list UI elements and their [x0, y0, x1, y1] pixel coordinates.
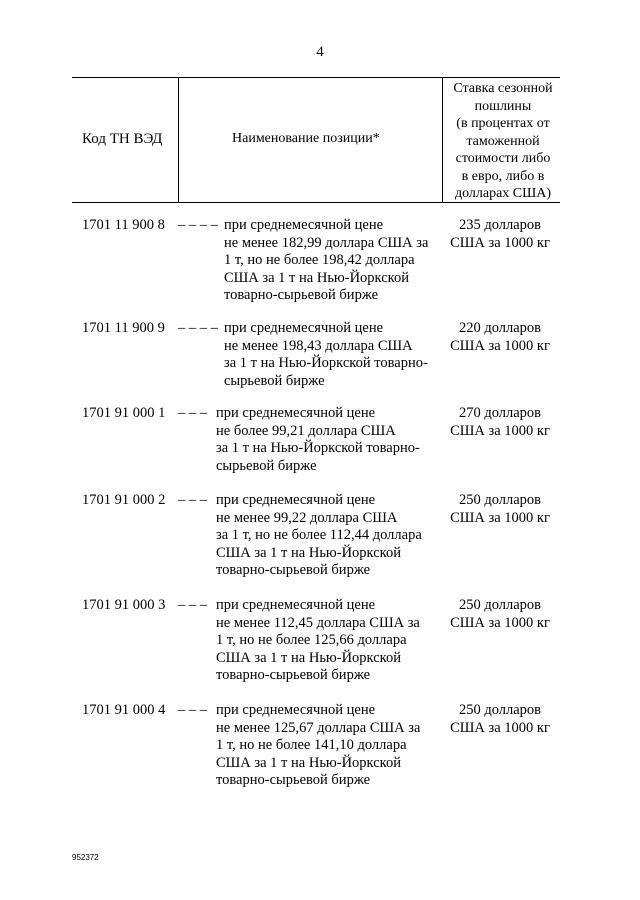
row-description: при среднемесячной цене не более 99,21 доллара США за 1 т на Нью-Йоркской товарно- сырьевой бирже: [216, 405, 420, 474]
row-code: 1701 91 000 2: [82, 492, 166, 508]
document-code: 952372: [72, 853, 99, 862]
row-code: 1701 11 900 9: [82, 320, 165, 336]
row-code: 1701 91 000 3: [82, 597, 166, 613]
page-number: 4: [316, 44, 324, 60]
row-rate: 250 долларов США за 1000 кг: [450, 492, 550, 526]
row-rate: 250 долларов США за 1000 кг: [450, 702, 550, 736]
row-dash: – – –: [178, 597, 207, 613]
row-rate: 270 долларов США за 1000 кг: [450, 405, 550, 439]
row-rate: 250 долларов США за 1000 кг: [450, 597, 550, 631]
row-description: при среднемесячной цене не менее 99,22 доллара США за 1 т, но не более 112,44 доллара США за 1 т на Нью-Йоркской товарно-сырьевой бирже: [216, 492, 422, 578]
row-description: при среднемесячной цене не менее 112,45 доллара США за 1 т, но не более 125,66 доллара США за 1 т на Нью-Йоркской товарно-сырьевой бирже: [216, 597, 420, 683]
header-name: Наименование позиции*: [232, 131, 380, 146]
row-description: при среднемесячной цене не менее 125,67 доллара США за 1 т, но не более 141,10 доллара США за 1 т на Нью-Йоркской товарно-сырьевой бирже: [216, 702, 421, 788]
row-rate: 220 долларов США за 1000 кг: [450, 320, 550, 354]
row-code: 1701 91 000 1: [82, 405, 166, 421]
row-code: 1701 91 000 4: [82, 702, 166, 718]
row-description: при среднемесячной цене не менее 182,99 доллара США за 1 т, но не более 198,42 доллара США за 1 т на Нью-Йоркской товарно-сырьевой бирже: [224, 217, 429, 303]
row-dash: – – –: [178, 405, 207, 421]
row-code: 1701 11 900 8: [82, 217, 165, 233]
row-description: при среднемесячной цене не менее 198,43 доллара США за 1 т на Нью-Йоркской товарно- сырьевой бирже: [224, 320, 428, 389]
header-code: Код ТН ВЭД: [82, 131, 163, 147]
row-dash: – – – –: [178, 320, 218, 336]
row-rate: 235 долларов США за 1000 кг: [450, 217, 550, 251]
row-dash: – – – –: [178, 217, 218, 233]
header-rate: Ставка сезонной пошлины (в процентах от таможенной стоимости либо в евро, либо в долларах США): [453, 81, 553, 201]
row-dash: – – –: [178, 492, 207, 508]
row-dash: – – –: [178, 702, 207, 718]
